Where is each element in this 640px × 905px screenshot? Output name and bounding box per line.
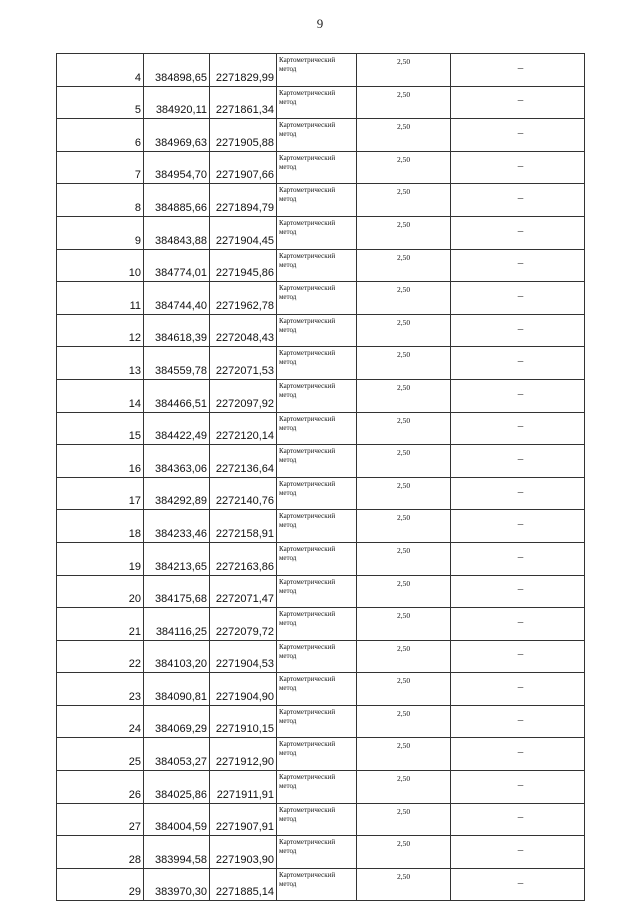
method-line-2: метод bbox=[279, 130, 297, 139]
method-cell bbox=[277, 868, 357, 901]
note-cell bbox=[451, 347, 585, 380]
method-line-2: метод bbox=[279, 684, 297, 693]
method-line-2: метод bbox=[279, 260, 297, 269]
method-line-2: метод bbox=[279, 423, 297, 432]
method-line-1: Картометрический bbox=[279, 479, 336, 488]
y-coordinate-cell: 2271907,66 bbox=[210, 151, 277, 184]
x-coordinate-cell: 384920,11 bbox=[144, 86, 210, 119]
x-coordinate-cell: 383994,58 bbox=[144, 836, 210, 869]
method-cell bbox=[277, 54, 357, 87]
method-cell bbox=[277, 542, 357, 575]
accuracy-cell: 2,50 bbox=[357, 216, 451, 249]
accuracy-cell: 2,50 bbox=[357, 803, 451, 836]
method-line-2: метод bbox=[279, 521, 297, 530]
method-cell bbox=[277, 771, 357, 804]
x-coordinate-cell: 384954,70 bbox=[144, 151, 210, 184]
dash-mark: – bbox=[517, 159, 524, 172]
dash-mark: – bbox=[517, 550, 524, 563]
y-coordinate-cell: 2272140,76 bbox=[210, 477, 277, 510]
method-line-2: метод bbox=[279, 65, 297, 73]
accuracy-cell: 2,50 bbox=[357, 412, 451, 445]
point-number-cell: 24 bbox=[57, 705, 144, 738]
point-number-cell: 7 bbox=[57, 151, 144, 184]
dash-mark: – bbox=[517, 224, 524, 237]
method-line-1: Картометрический bbox=[279, 610, 336, 619]
note-cell bbox=[451, 477, 585, 510]
table-row bbox=[57, 803, 585, 836]
method-line-2: метод bbox=[279, 227, 297, 236]
method-line-1: Картометрический bbox=[279, 316, 336, 325]
table-row bbox=[57, 608, 585, 641]
accuracy-cell: 2,50 bbox=[357, 673, 451, 706]
x-coordinate-cell: 384744,40 bbox=[144, 282, 210, 315]
dash-mark: – bbox=[517, 583, 524, 596]
method-line-1: Картометрический bbox=[279, 805, 336, 814]
method-line-2: метод bbox=[279, 358, 297, 367]
note-cell bbox=[451, 575, 585, 608]
note-cell bbox=[451, 151, 585, 184]
method-cell bbox=[277, 184, 357, 217]
dash-mark: – bbox=[517, 257, 524, 270]
dash-mark: – bbox=[517, 387, 524, 400]
x-coordinate-cell: 384116,25 bbox=[144, 608, 210, 641]
method-cell bbox=[277, 216, 357, 249]
method-cell bbox=[277, 412, 357, 445]
y-coordinate-cell: 2271912,90 bbox=[210, 738, 277, 771]
method-line-2: метод bbox=[279, 879, 297, 888]
y-coordinate-cell: 2272136,64 bbox=[210, 445, 277, 478]
table-row bbox=[57, 445, 585, 478]
page-number: 9 bbox=[316, 16, 324, 31]
method-line-1: Картометрический bbox=[279, 512, 336, 521]
dash-mark: – bbox=[517, 355, 524, 368]
dash-mark: – bbox=[517, 844, 524, 857]
y-coordinate-cell: 2271861,34 bbox=[210, 86, 277, 119]
method-cell bbox=[277, 608, 357, 641]
point-number-cell: 13 bbox=[57, 347, 144, 380]
point-number-cell: 21 bbox=[57, 608, 144, 641]
accuracy-cell: 2,50 bbox=[357, 249, 451, 282]
accuracy-cell: 2,50 bbox=[357, 771, 451, 804]
x-coordinate-cell: 384774,01 bbox=[144, 249, 210, 282]
dash-mark: – bbox=[517, 485, 524, 498]
y-coordinate-cell: 2271894,79 bbox=[210, 184, 277, 217]
x-coordinate-cell: 384969,63 bbox=[144, 119, 210, 152]
y-coordinate-cell: 2271829,99 bbox=[210, 54, 277, 87]
coordinates-table bbox=[56, 53, 585, 901]
y-coordinate-cell: 2272071,47 bbox=[210, 575, 277, 608]
accuracy-cell: 2,50 bbox=[357, 542, 451, 575]
table-row bbox=[57, 151, 585, 184]
accuracy-cell: 2,50 bbox=[357, 119, 451, 152]
y-coordinate-cell: 2272097,92 bbox=[210, 379, 277, 412]
note-cell bbox=[451, 119, 585, 152]
method-cell bbox=[277, 673, 357, 706]
accuracy-cell: 2,50 bbox=[357, 705, 451, 738]
y-coordinate-cell: 2271904,45 bbox=[210, 216, 277, 249]
point-number-cell: 26 bbox=[57, 771, 144, 804]
note-cell bbox=[451, 314, 585, 347]
x-coordinate-cell: 383970,30 bbox=[144, 868, 210, 901]
accuracy-cell: 2,50 bbox=[357, 184, 451, 217]
method-cell bbox=[277, 86, 357, 119]
method-cell bbox=[277, 803, 357, 836]
table-row bbox=[57, 477, 585, 510]
y-coordinate-cell: 2272048,43 bbox=[210, 314, 277, 347]
x-coordinate-cell: 384559,78 bbox=[144, 347, 210, 380]
method-line-2: метод bbox=[279, 97, 297, 106]
accuracy-cell: 2,50 bbox=[357, 738, 451, 771]
method-line-2: метод bbox=[279, 586, 297, 595]
method-cell bbox=[277, 151, 357, 184]
point-number-cell: 18 bbox=[57, 510, 144, 543]
note-cell bbox=[451, 379, 585, 412]
x-coordinate-cell: 384618,39 bbox=[144, 314, 210, 347]
y-coordinate-cell: 2271904,53 bbox=[210, 640, 277, 673]
accuracy-cell: 2,50 bbox=[357, 608, 451, 641]
point-number-cell: 10 bbox=[57, 249, 144, 282]
method-line-2: метод bbox=[279, 814, 297, 823]
accuracy-cell: 2,50 bbox=[357, 314, 451, 347]
accuracy-cell: 2,50 bbox=[357, 510, 451, 543]
accuracy-cell: 2,50 bbox=[357, 151, 451, 184]
point-number-cell: 20 bbox=[57, 575, 144, 608]
dash-mark: – bbox=[517, 452, 524, 465]
point-number-cell: 12 bbox=[57, 314, 144, 347]
method-line-1: Картометрический bbox=[279, 544, 336, 553]
point-number-cell: 11 bbox=[57, 282, 144, 315]
method-line-2: метод bbox=[279, 651, 297, 660]
note-cell bbox=[451, 445, 585, 478]
method-line-2: метод bbox=[279, 782, 297, 791]
note-cell bbox=[451, 803, 585, 836]
table-row bbox=[57, 640, 585, 673]
point-number-cell: 27 bbox=[57, 803, 144, 836]
method-line-2: метод bbox=[279, 553, 297, 562]
note-cell bbox=[451, 184, 585, 217]
method-line-1: Картометрический bbox=[279, 88, 336, 97]
method-line-1: Картометрический bbox=[279, 153, 336, 162]
coordinates-table-body bbox=[57, 54, 585, 901]
method-line-2: метод bbox=[279, 619, 297, 628]
dash-mark: – bbox=[517, 322, 524, 335]
y-coordinate-cell: 2272120,14 bbox=[210, 412, 277, 445]
point-number-cell: 29 bbox=[57, 868, 144, 901]
dash-mark: – bbox=[517, 778, 524, 791]
note-cell bbox=[451, 836, 585, 869]
dash-mark: – bbox=[517, 746, 524, 759]
note-cell bbox=[451, 640, 585, 673]
method-line-1: Картометрический bbox=[279, 675, 336, 684]
table-row bbox=[57, 314, 585, 347]
dash-mark: – bbox=[517, 289, 524, 302]
y-coordinate-cell: 2271904,90 bbox=[210, 673, 277, 706]
method-cell bbox=[277, 705, 357, 738]
method-cell bbox=[277, 379, 357, 412]
method-line-2: метод bbox=[279, 293, 297, 302]
method-cell bbox=[277, 445, 357, 478]
method-cell bbox=[277, 836, 357, 869]
y-coordinate-cell: 2271910,15 bbox=[210, 705, 277, 738]
table-row bbox=[57, 86, 585, 119]
accuracy-cell: 2,50 bbox=[357, 282, 451, 315]
table-row bbox=[57, 184, 585, 217]
note-cell bbox=[451, 54, 585, 87]
table-row bbox=[57, 54, 585, 87]
note-cell bbox=[451, 86, 585, 119]
accuracy-cell: 2,50 bbox=[357, 86, 451, 119]
method-line-2: метод bbox=[279, 847, 297, 856]
x-coordinate-cell: 384898,65 bbox=[144, 54, 210, 87]
x-coordinate-cell: 384885,66 bbox=[144, 184, 210, 217]
x-coordinate-cell: 384004,59 bbox=[144, 803, 210, 836]
point-number-cell: 22 bbox=[57, 640, 144, 673]
note-cell bbox=[451, 868, 585, 901]
method-line-2: метод bbox=[279, 162, 297, 171]
method-line-1: Картометрический bbox=[279, 349, 336, 358]
accuracy-cell: 2,50 bbox=[357, 347, 451, 380]
note-cell bbox=[451, 216, 585, 249]
method-line-1: Картометрический bbox=[279, 642, 336, 651]
table-row bbox=[57, 282, 585, 315]
y-coordinate-cell: 2271903,90 bbox=[210, 836, 277, 869]
accuracy-cell: 2,50 bbox=[357, 575, 451, 608]
method-cell bbox=[277, 510, 357, 543]
dash-mark: – bbox=[517, 811, 524, 824]
table-row bbox=[57, 771, 585, 804]
table-row bbox=[57, 379, 585, 412]
method-line-1: Картометрический bbox=[279, 56, 336, 64]
note-cell bbox=[451, 282, 585, 315]
x-coordinate-cell: 384422,49 bbox=[144, 412, 210, 445]
dash-mark: – bbox=[517, 518, 524, 531]
point-number-cell: 19 bbox=[57, 542, 144, 575]
table-row bbox=[57, 347, 585, 380]
dash-mark: – bbox=[517, 713, 524, 726]
dash-mark: – bbox=[517, 681, 524, 694]
table-row bbox=[57, 738, 585, 771]
point-number-cell: 4 bbox=[57, 54, 144, 87]
note-cell bbox=[451, 771, 585, 804]
table-row bbox=[57, 119, 585, 152]
x-coordinate-cell: 384233,46 bbox=[144, 510, 210, 543]
accuracy-cell: 2,50 bbox=[357, 640, 451, 673]
x-coordinate-cell: 384103,20 bbox=[144, 640, 210, 673]
method-cell bbox=[277, 477, 357, 510]
dash-mark: – bbox=[517, 615, 524, 628]
y-coordinate-cell: 2272163,86 bbox=[210, 542, 277, 575]
table-row bbox=[57, 673, 585, 706]
table-row bbox=[57, 216, 585, 249]
table-row bbox=[57, 836, 585, 869]
method-line-1: Картометрический bbox=[279, 740, 336, 749]
y-coordinate-cell: 2271885,14 bbox=[210, 868, 277, 901]
method-line-1: Картометрический bbox=[279, 284, 336, 293]
method-cell bbox=[277, 249, 357, 282]
method-line-1: Картометрический bbox=[279, 218, 336, 227]
method-cell bbox=[277, 575, 357, 608]
accuracy-cell: 2,50 bbox=[357, 868, 451, 901]
x-coordinate-cell: 384466,51 bbox=[144, 379, 210, 412]
note-cell bbox=[451, 249, 585, 282]
method-line-1: Картометрический bbox=[279, 186, 336, 195]
method-line-1: Картометрический bbox=[279, 121, 336, 130]
y-coordinate-cell: 2272071,53 bbox=[210, 347, 277, 380]
point-number-cell: 16 bbox=[57, 445, 144, 478]
method-line-1: Картометрический bbox=[279, 447, 336, 456]
method-line-1: Картометрический bbox=[279, 707, 336, 716]
y-coordinate-cell: 2271905,88 bbox=[210, 119, 277, 152]
y-coordinate-cell: 2271911,91 bbox=[210, 771, 277, 804]
table-row bbox=[57, 575, 585, 608]
x-coordinate-cell: 384843,88 bbox=[144, 216, 210, 249]
method-cell bbox=[277, 738, 357, 771]
x-coordinate-cell: 384213,65 bbox=[144, 542, 210, 575]
table-row bbox=[57, 705, 585, 738]
method-line-2: метод bbox=[279, 716, 297, 725]
note-cell bbox=[451, 673, 585, 706]
y-coordinate-cell: 2272158,91 bbox=[210, 510, 277, 543]
accuracy-cell: 2,50 bbox=[357, 836, 451, 869]
note-cell bbox=[451, 412, 585, 445]
dash-mark: – bbox=[517, 876, 524, 889]
x-coordinate-cell: 384363,06 bbox=[144, 445, 210, 478]
point-number-cell: 28 bbox=[57, 836, 144, 869]
method-line-2: метод bbox=[279, 456, 297, 465]
method-cell bbox=[277, 119, 357, 152]
point-number-cell: 25 bbox=[57, 738, 144, 771]
y-coordinate-cell: 2272079,72 bbox=[210, 608, 277, 641]
method-cell bbox=[277, 640, 357, 673]
method-cell bbox=[277, 347, 357, 380]
accuracy-cell: 2,50 bbox=[357, 445, 451, 478]
table-row bbox=[57, 412, 585, 445]
point-number-cell: 8 bbox=[57, 184, 144, 217]
y-coordinate-cell: 2271907,91 bbox=[210, 803, 277, 836]
dash-mark: – bbox=[517, 420, 524, 433]
method-line-1: Картометрический bbox=[279, 870, 336, 879]
accuracy-cell: 2,50 bbox=[357, 477, 451, 510]
point-number-cell: 6 bbox=[57, 119, 144, 152]
point-number-cell: 23 bbox=[57, 673, 144, 706]
method-line-1: Картометрический bbox=[279, 577, 336, 586]
y-coordinate-cell: 2271945,86 bbox=[210, 249, 277, 282]
method-cell bbox=[277, 282, 357, 315]
y-coordinate-cell: 2271962,78 bbox=[210, 282, 277, 315]
method-line-2: метод bbox=[279, 488, 297, 497]
x-coordinate-cell: 384292,89 bbox=[144, 477, 210, 510]
table-row bbox=[57, 510, 585, 543]
x-coordinate-cell: 384090,81 bbox=[144, 673, 210, 706]
method-line-2: метод bbox=[279, 325, 297, 334]
method-cell bbox=[277, 314, 357, 347]
note-cell bbox=[451, 510, 585, 543]
method-line-2: метод bbox=[279, 749, 297, 758]
note-cell bbox=[451, 705, 585, 738]
point-number-cell: 15 bbox=[57, 412, 144, 445]
method-line-2: метод bbox=[279, 195, 297, 204]
point-number-cell: 5 bbox=[57, 86, 144, 119]
x-coordinate-cell: 384069,29 bbox=[144, 705, 210, 738]
method-line-1: Картометрический bbox=[279, 381, 336, 390]
accuracy-cell: 2,50 bbox=[357, 54, 451, 87]
point-number-cell: 14 bbox=[57, 379, 144, 412]
accuracy-cell: 2,50 bbox=[357, 379, 451, 412]
x-coordinate-cell: 384175,68 bbox=[144, 575, 210, 608]
dash-mark: – bbox=[517, 192, 524, 205]
table-row bbox=[57, 542, 585, 575]
dash-mark: – bbox=[517, 94, 524, 107]
note-cell bbox=[451, 542, 585, 575]
method-line-1: Картометрический bbox=[279, 838, 336, 847]
x-coordinate-cell: 384025,86 bbox=[144, 771, 210, 804]
method-line-2: метод bbox=[279, 390, 297, 399]
note-cell bbox=[451, 608, 585, 641]
table-row bbox=[57, 249, 585, 282]
dash-mark: – bbox=[517, 648, 524, 661]
point-number-cell: 17 bbox=[57, 477, 144, 510]
dash-mark: – bbox=[517, 61, 524, 74]
method-line-1: Картометрический bbox=[279, 251, 336, 260]
x-coordinate-cell: 384053,27 bbox=[144, 738, 210, 771]
dash-mark: – bbox=[517, 126, 524, 139]
method-line-1: Картометрический bbox=[279, 773, 336, 782]
note-cell bbox=[451, 738, 585, 771]
point-number-cell: 9 bbox=[57, 216, 144, 249]
table-row bbox=[57, 868, 585, 901]
method-line-1: Картометрический bbox=[279, 414, 336, 423]
